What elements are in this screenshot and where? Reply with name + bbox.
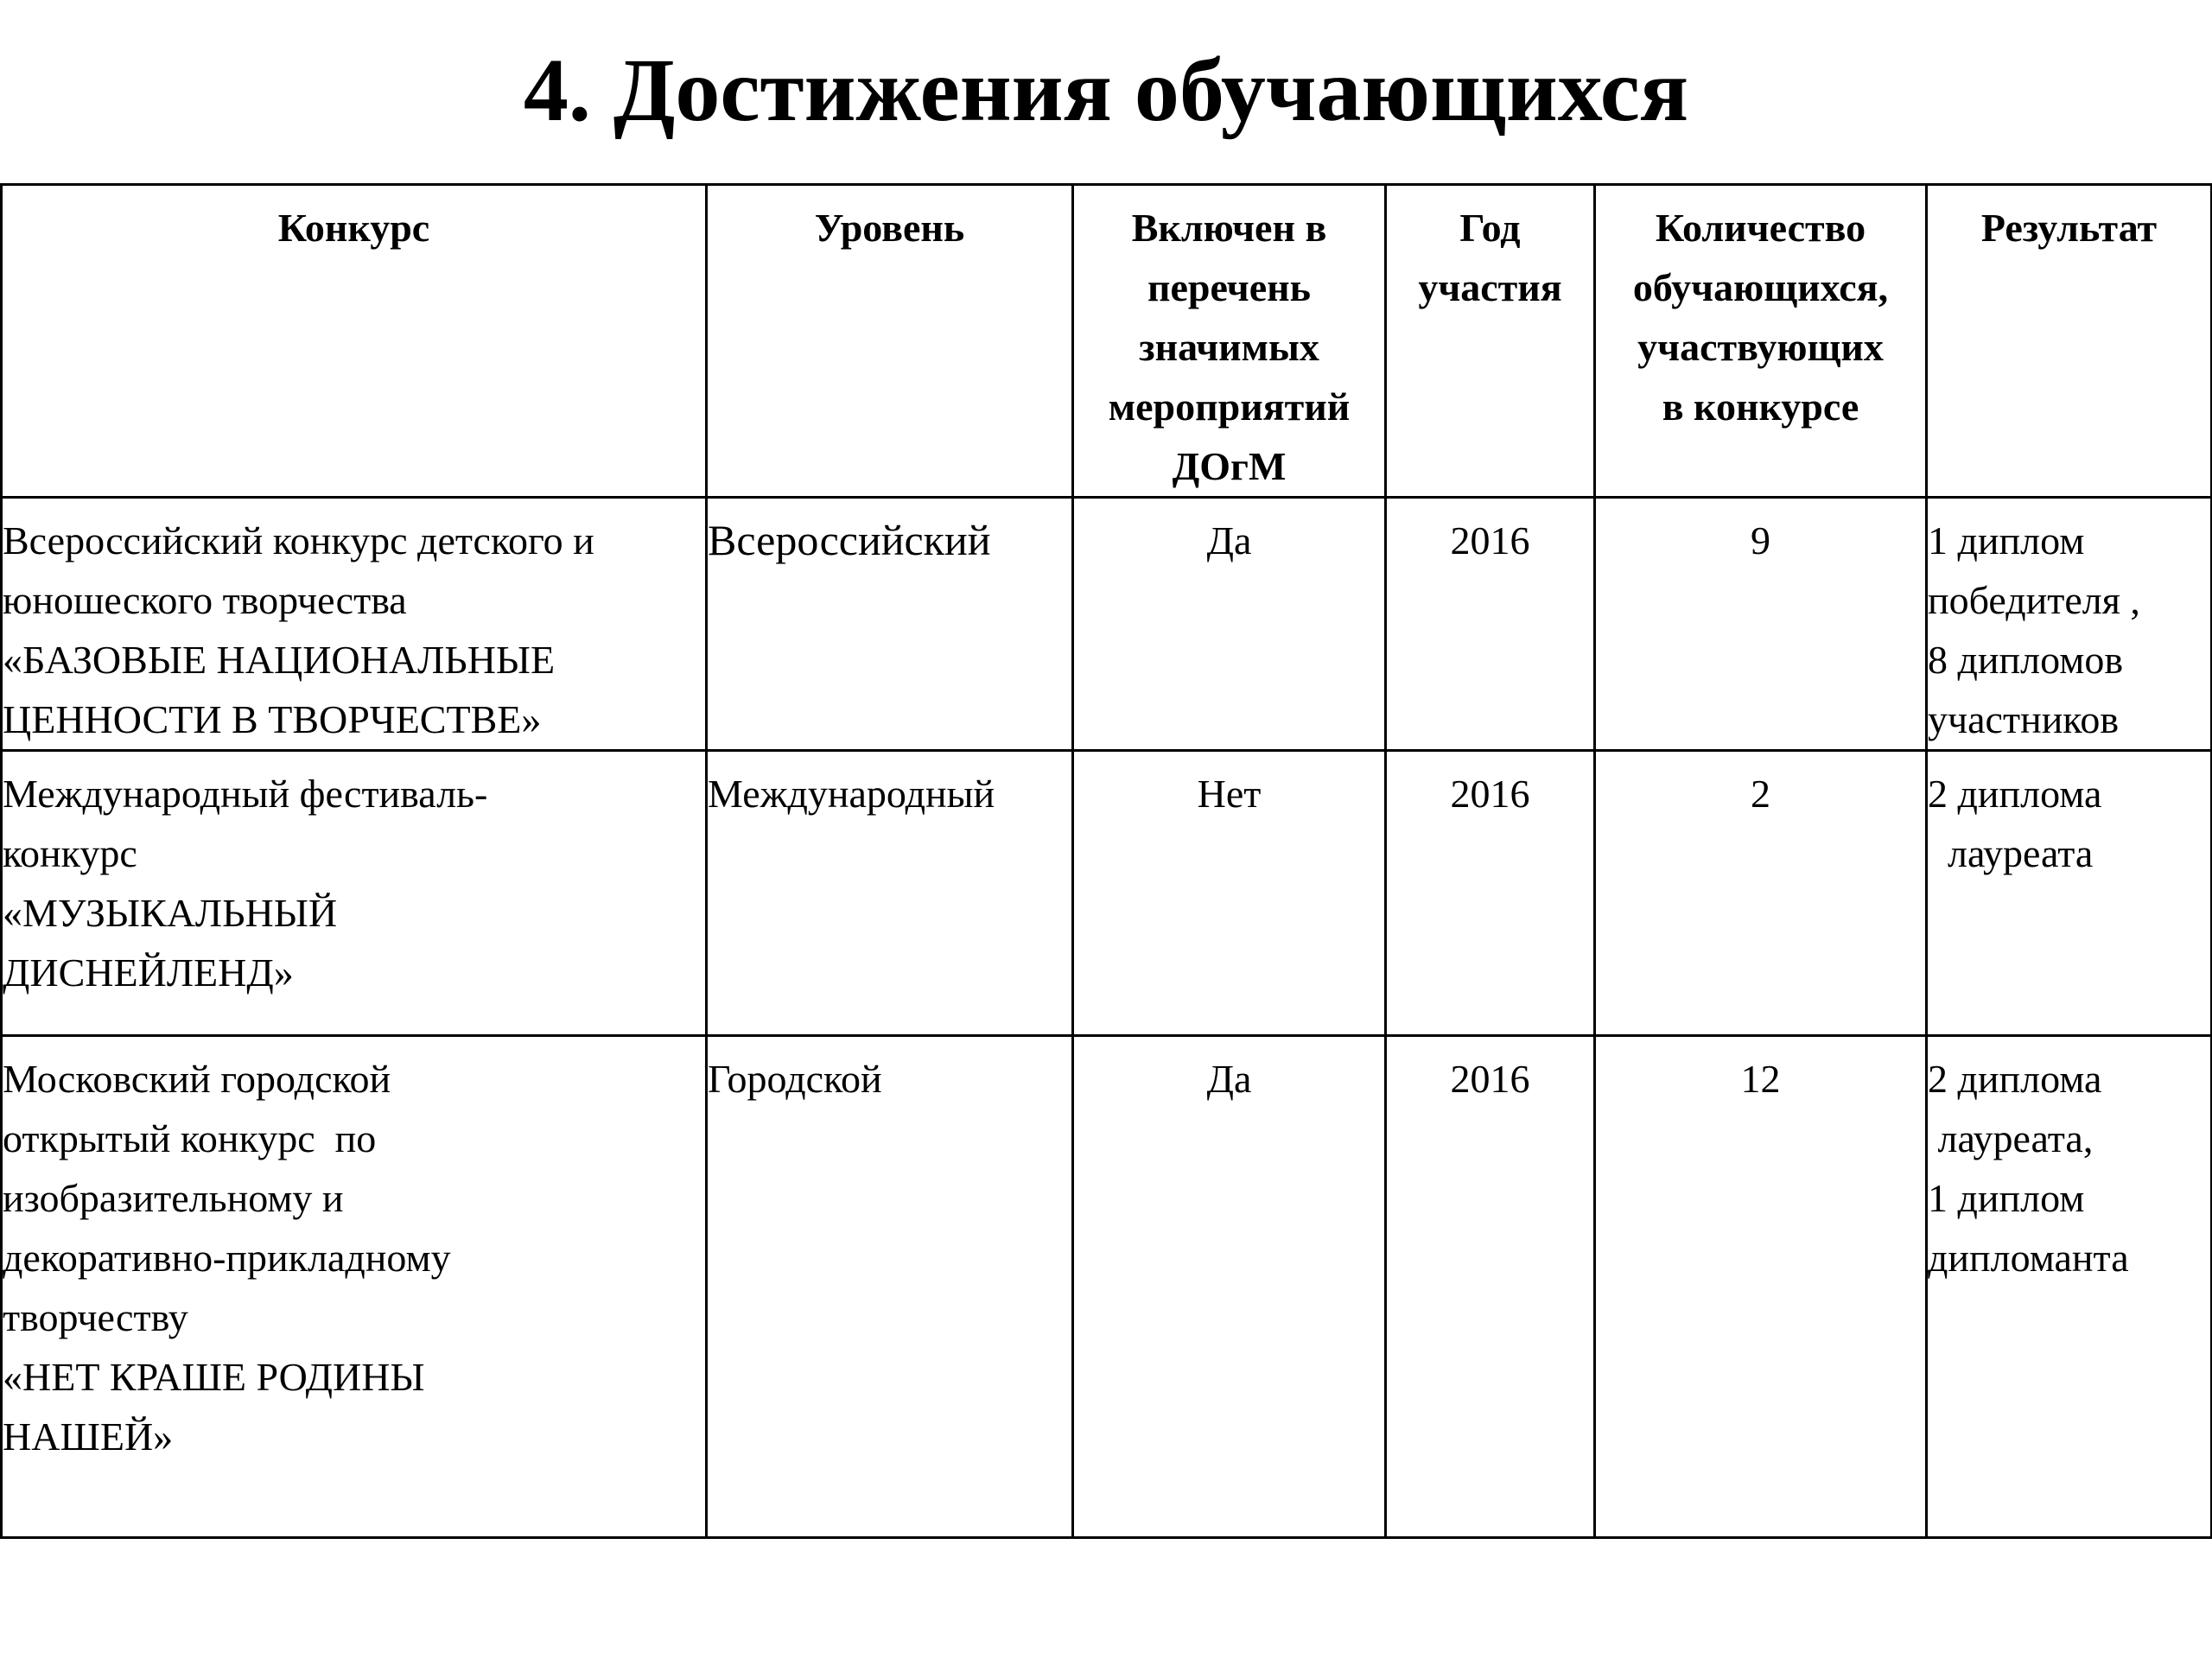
achievements-table [0, 183, 2212, 1539]
cell-contest: Всероссийский конкурс детского и юношеского творчества «БАЗОВЫЕ НАЦИОНАЛЬНЫЕ ЦЕННОСТИ В ТВОРЧЕСТВЕ» [2, 498, 707, 751]
header-included: Включен в перечень значимых мероприятий ДОгМ [1073, 185, 1386, 498]
cell-included: Нет [1073, 751, 1386, 1036]
cell-included: Да [1073, 1036, 1386, 1538]
header-contest: Конкурс [2, 185, 707, 498]
cell-included: Да [1073, 498, 1386, 751]
cell-count: 2 [1595, 751, 1927, 1036]
table-row [2, 751, 2212, 1036]
cell-level: Городской [707, 1036, 1073, 1538]
table-row [2, 498, 2212, 751]
cell-year: 2016 [1386, 751, 1595, 1036]
cell-count: 12 [1595, 1036, 1927, 1538]
cell-level: Международный [707, 751, 1073, 1036]
header-result: Результат [1927, 185, 2212, 498]
cell-level: Всероссийский [707, 498, 1073, 751]
cell-contest: Московский городской открытый конкурс по изобразительному и декоративно-прикладному творчеству «НЕТ КРАШЕ РОДИНЫ НАШЕЙ» [2, 1036, 707, 1538]
header-count: Количество обучающихся, участвующих в конкурсе [1595, 185, 1927, 498]
table-row [2, 1036, 2212, 1538]
header-year: Год участия [1386, 185, 1595, 498]
page-title: 4. Достижения обучающихся [523, 41, 1689, 140]
header-level: Уровень [707, 185, 1073, 498]
cell-result: 2 диплома лауреата, 1 диплом дипломанта [1927, 1036, 2212, 1538]
cell-contest: Международный фестиваль- конкурс «МУЗЫКАЛЬНЫЙ ДИСНЕЙЛЕНД» [2, 751, 707, 1036]
table-header-row [2, 185, 2212, 498]
cell-result: 1 диплом победителя , 8 дипломов участников [1927, 498, 2212, 751]
cell-count: 9 [1595, 498, 1927, 751]
cell-year: 2016 [1386, 498, 1595, 751]
cell-year: 2016 [1386, 1036, 1595, 1538]
cell-result: 2 диплома лауреата [1927, 751, 2212, 1036]
